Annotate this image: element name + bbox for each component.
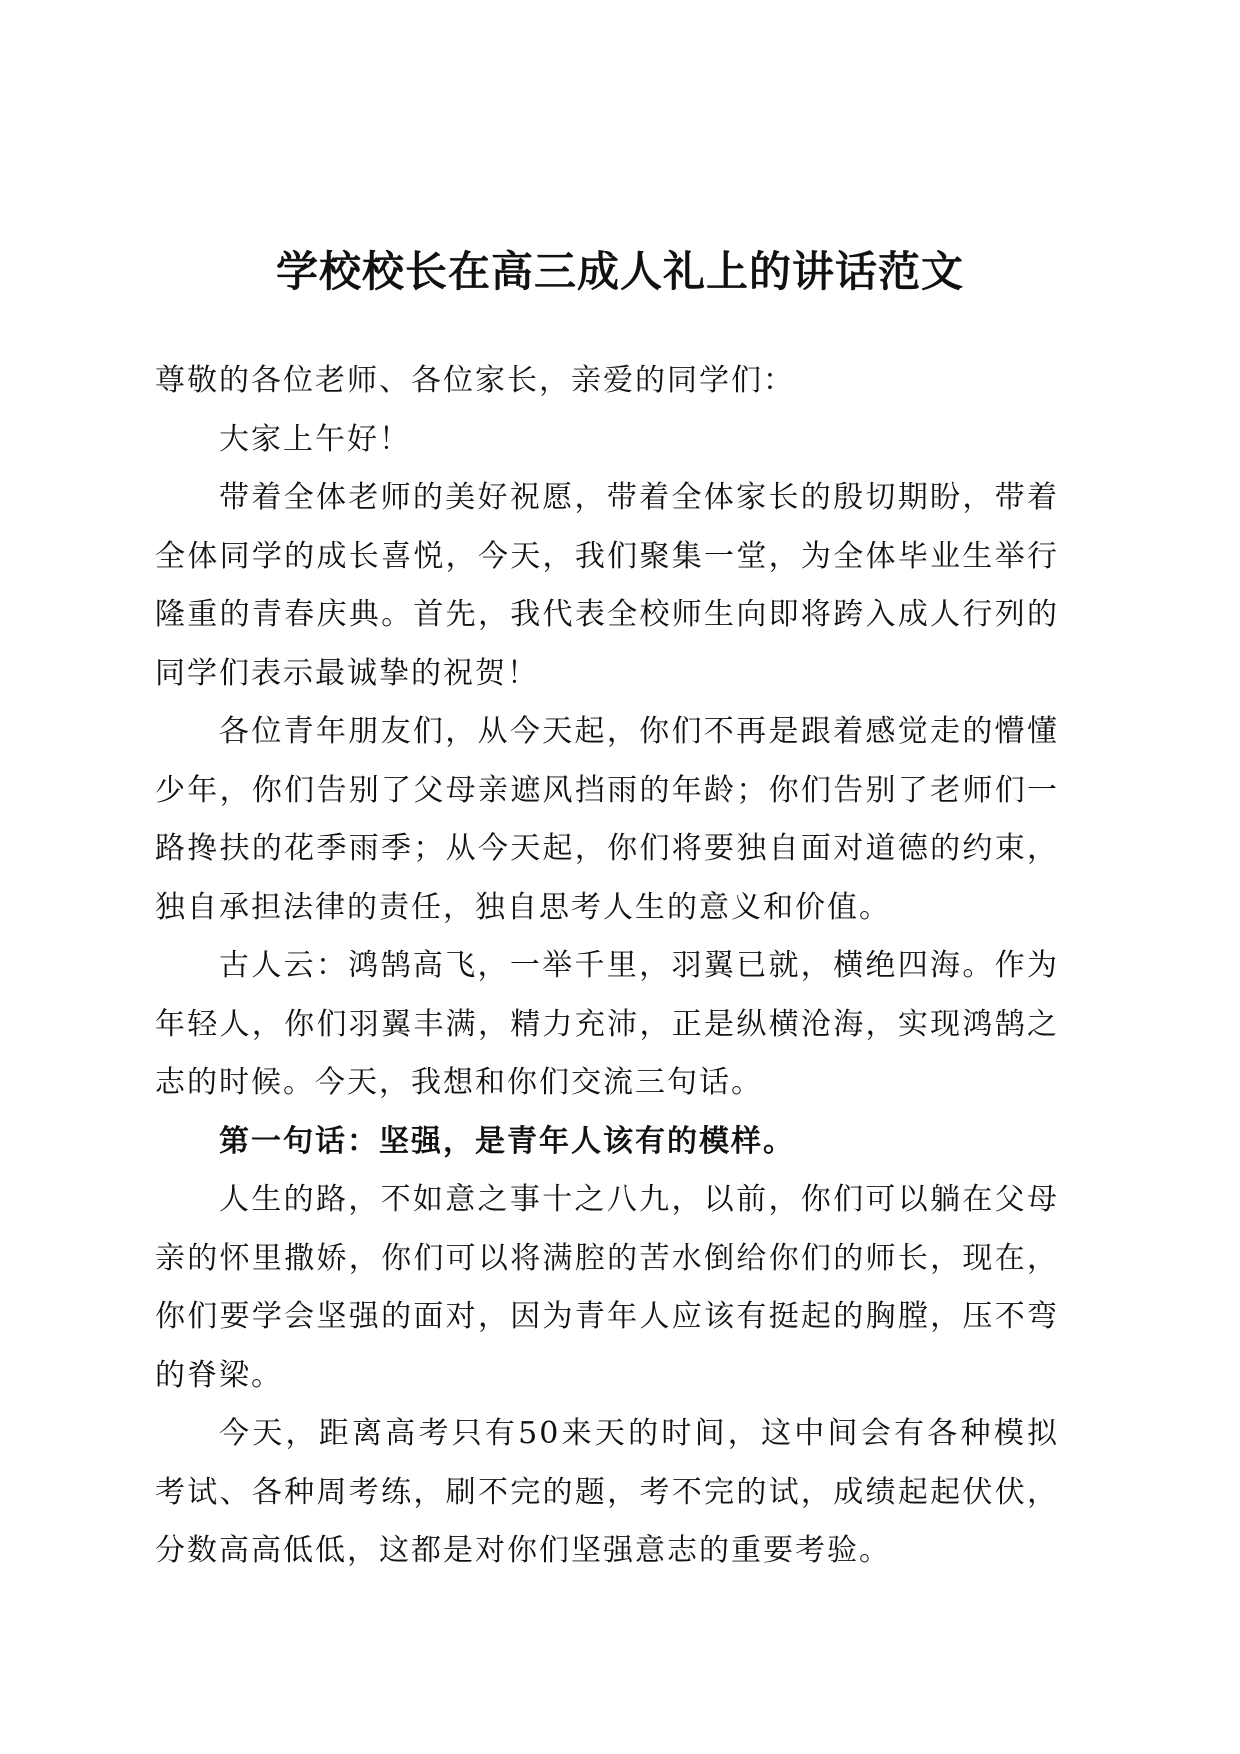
section-heading-first: 第一句话：坚强，是青年人该有的模样。 bbox=[219, 1123, 795, 1159]
salutation: 尊敬的各位老师、各位家长，亲爱的同学们： bbox=[155, 363, 795, 398]
document-body bbox=[155, 352, 1059, 1581]
paragraph-life-road: 人生的路，不如意之事十之八九，以前，你们可以躺在父母亲的怀里撒娇，你们可以将满腔的苦水倒给你们的师长，现在，你们要学会坚强的面对，因为青年人应该有挺起的胸膛，压不弯的脊梁。 bbox=[155, 1182, 1059, 1393]
paragraph-adulthood: 各位青年朋友们，从今天起，你们不再是跟着感觉走的懵懂少年，你们告别了父母亲遮风挡雨的年龄；你们告别了老师们一路搀扶的花季雨季；从今天起，你们将要独自面对道德的约束，独自承担法律的责任，独自思考人生的意义和价值。 bbox=[155, 714, 1059, 925]
paragraph-greeting: 大家上午好！ bbox=[219, 421, 411, 457]
document-title: 学校校长在高三成人礼上的讲话范文 bbox=[275, 247, 964, 296]
paragraph-exam: 今天，距离高考只有50来天的时间，这中间会有各种模拟考试、各种周考练，刷不完的题，考不完的试，成绩起起伏伏，分数高高低低，这都是对你们坚强意志的重要考验。 bbox=[155, 1416, 1059, 1568]
paragraph-ancient-saying: 古人云：鸿鹄高飞，一举千里，羽翼已就，横绝四海。作为年轻人，你们羽翼丰满，精力充沛，正是纵横沧海，实现鸿鹄之志的时候。今天，我想和你们交流三句话。 bbox=[155, 948, 1059, 1100]
paragraph-opening: 带着全体老师的美好祝愿，带着全体家长的殷切期盼，带着全体同学的成长喜悦，今天，我们聚集一堂，为全体毕业生举行隆重的青春庆典。首先，我代表全校师生向即将跨入成人行列的同学们表示最诚挚的祝贺！ bbox=[155, 480, 1059, 691]
